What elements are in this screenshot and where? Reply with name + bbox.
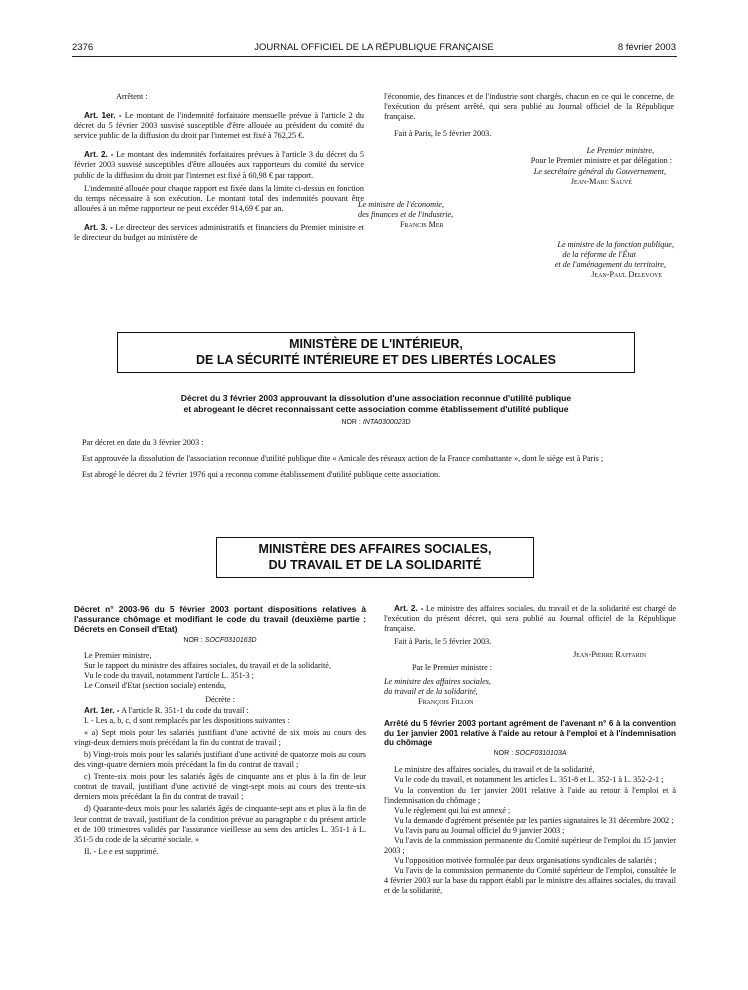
decree2-sig-line1: Le ministre des affaires sociales,	[384, 676, 491, 686]
sig-delegation: Pour le Premier ministre et par délégation :	[530, 156, 672, 166]
arrete2-p5: Vu la demande d'agrément présentée par les parties signataires le 31 décembre 2002 ;	[394, 815, 674, 825]
decree1-body	[72, 438, 680, 483]
header-date: 8 février 2003	[617, 42, 676, 53]
top-right-column	[384, 92, 674, 191]
execution-text: l'économie, des finances et de l'industrie sont chargés, chacun en ce qui le concerne, de l'exécution du présent arrêté, qui sera publié au Journal officiel de la République française.	[384, 92, 674, 122]
sig-name-delevoye: Jean-Paul Delevoye	[591, 270, 662, 280]
decree1-nor: NOR : INTA0300023D	[341, 419, 411, 426]
journal-title: JOURNAL OFFICIEL DE LA RÉPUBLIQUE FRANÇAISE	[254, 42, 494, 53]
ministry-as-line1: MINISTÈRE DES AFFAIRES SOCIALES,	[258, 542, 492, 556]
sig-name-mer: Francis Mer	[400, 220, 444, 230]
article-3: Art. 3. - Le directeur des services administratifs et financiers du Premier ministre et le directeur du budget au ministère de	[74, 222, 364, 243]
decree2-p2: Sur le rapport du ministre des affaires sociales, du travail et de la solidarité,	[84, 661, 331, 671]
article-2-para: L'indemnité allouée pour chaque rapport est fixée dans la limite ci-dessus en fonction du temps nécessaire à son exécution. Le montant total des indemnités pouvant être allouées à un même rapporteur ne peut excéder 914,69 € par an.	[74, 183, 364, 213]
fait-a-paris: Fait à Paris, le 5 février 2003.	[394, 129, 492, 139]
decree1-p1: Par décret en date du 3 février 2003 :	[82, 438, 204, 447]
decree2-p1: Le Premier ministre,	[84, 651, 152, 661]
decree2-sig-line2: du travail et de la solidarité,	[384, 686, 478, 696]
arrete2-p6: Vu l'avis paru au Journal officiel du 9 janvier 2003 ;	[394, 825, 565, 835]
decree2-p4: Le Conseil d'Etat (section sociale) entendu,	[84, 681, 226, 691]
decree2-fait: Fait à Paris, le 5 février 2003.	[394, 637, 492, 647]
arrete2-p2: Vu le code du travail, et notamment les articles L. 351-8 et L. 352-1 à L. 352-2-1 ;	[394, 775, 664, 785]
article-1: Art. 1er. - Le montant de l'indemnité forfaitaire mensuelle prévue à l'article 2 du décret du 5 février 2003 susvisé susceptible d'être allouée au président du comité du service public de la diffusion du droit par l'internet est fixé à 762,25 €.	[74, 111, 364, 141]
decree1-p3: Est abrogé le décret du 2 février 1976 qui a reconnu comme établissement d'utilité publique cette association.	[82, 470, 441, 480]
decree2-nor: NOR : SOCF0310163D	[183, 637, 257, 644]
decree1-title	[72, 393, 680, 414]
decree1-p2: Est approuvée la dissolution de l'association reconnue d'utilité publique dite « Amicale des réseaux action de la France combattante », dont le siège est à Paris ;	[82, 454, 604, 464]
sig-economie-block	[358, 200, 558, 230]
decree2-title: Décret n° 2003-96 du 5 février 2003 portant dispositions relatives à l'assurance chômage et modifiant le code du travail (deuxième partie : Décrets en Conseil d'Etat)	[74, 604, 366, 634]
sig-premier-ministre: Le Premier ministre,	[586, 146, 654, 156]
decree1-title-line2: et abrogeant le décret reconnaissant cette association comme établissement d'utilité publique	[183, 403, 569, 414]
arrete2-p3: Vu la convention du 1er janvier 2001 relative à l'aide au retour à l'emploi et à l'indemnisation du chômage ;	[384, 785, 676, 805]
header-rule	[72, 56, 677, 57]
decree2-decrete: Décrète :	[205, 695, 235, 705]
sig-name-sauve: Jean-Marc Sauvé	[570, 176, 632, 186]
ministry-interieur-line2: DE LA SÉCURITÉ INTÉRIEURE ET DES LIBERTÉS LOCALES	[196, 353, 556, 367]
decree2-p3: Vu le code du travail, notamment l'article L. 351-3 ;	[84, 671, 254, 681]
sig-fonction-publique-block	[450, 240, 674, 280]
decree2-i: I. - Les a, b, c, d sont remplacés par les dispositions suivantes :	[84, 715, 290, 725]
ministry-as-line2: DU TRAVAIL ET DE LA SOLIDARITÉ	[268, 558, 482, 572]
decree2-ii: II. - Le e est supprimé.	[84, 846, 159, 856]
sig-secretaire: Le secrétaire général du Gouvernement,	[533, 166, 666, 176]
sig-economie-line1: Le ministre de l'économie,	[358, 200, 445, 209]
decree2-a: « a) Sept mois pour les salariés justifiant d'une activité de six mois au cours des vingt-deux derniers mois précédant la fin du contrat de travail ;	[74, 727, 366, 747]
decree2-sig-fillon: François Fillon	[418, 696, 474, 706]
arrete-heading: Arrêtent :	[116, 92, 148, 101]
arrete2-p1: Le ministre des affaires sociales, du travail et de la solidarité,	[394, 765, 595, 775]
decree2-article-2: Art. 2. - Le ministre des affaires sociales, du travail et de la solidarité est chargé de l'exécution du présent décret, qui sera publié au Journal officiel de la République française.	[384, 604, 676, 634]
arrete2-p8: Vu l'opposition motivée formulée par deux organisations syndicales de salariés ;	[394, 856, 657, 866]
decree1-title-line1: Décret du 3 février 2003 approuvant la dissolution d'une association reconnue d'utilité publique	[180, 393, 572, 403]
ministry-affaires-sociales-box	[216, 537, 534, 578]
sig-economie-line2: des finances et de l'industrie,	[358, 210, 454, 220]
decree2-sig-by: Par le Premier ministre :	[412, 663, 493, 673]
decree2-b: b) Vingt-trois mois pour les salariés justifiant d'une activité de quatorze mois au cours des vingt-quatre derniers mois précédant la fin du contrat de travail ;	[74, 749, 366, 770]
decree2-right-column	[384, 604, 676, 897]
ministry-interieur-box	[117, 332, 635, 373]
sig-fp-line1: Le ministre de la fonction publique,	[557, 240, 674, 249]
arrete2-title: Arrêté du 5 février 2003 portant agrément de l'avenant n° 6 à la convention du 1er janvier 2001 relative à l'aide au retour à l'emploi et à l'indemnisation du chômage	[384, 718, 676, 748]
top-left-column	[74, 92, 364, 246]
arrete2-p4: Vu le règlement qui lui est annexé ;	[394, 805, 511, 815]
arrete2-p9: Vu l'avis de la commission permanente du Comité supérieur de l'emploi, consultée le 4 février 2003 sur la base du rapport établi par le ministre des affaires sociales, du travail et de la solidarité,	[384, 866, 676, 896]
arrete2-nor-code: SOCF0310103A	[515, 750, 567, 758]
decree2-sig-raffarin: Jean-Pierre Raffarin	[573, 650, 646, 660]
sig-fp-line3: et de l'aménagement du territoire,	[554, 260, 666, 270]
sig-fp-line2: de la réforme de l'État	[562, 250, 636, 260]
decree2-c: c) Trente-six mois pour les salariés âgés de cinquante ans et plus à la fin de leur contrat de travail, justifiant d'une activité de vingt-sept mois au cours des trente-six derniers mois précédant la fin du contrat de travail ;	[74, 772, 366, 802]
arrete2-nor: NOR : SOCF0310103A	[493, 750, 567, 758]
ministry-interieur-line1: MINISTÈRE DE L'INTÉRIEUR,	[289, 337, 463, 351]
arrete2-p7: Vu l'avis de la commission permanente du Comité supérieur de l'emploi du 15 janvier 2003 ;	[384, 835, 676, 856]
article-2: Art. 2. - Le montant des indemnités forfaitaires prévues à l'article 3 du décret du 5 février 2003 susvisé susceptibles d'être allouées aux rapporteurs du comité du service public de la diffusion du droit par l'internet est fixé à 60,98 € par rapport.	[74, 150, 364, 180]
decree2-left-column	[74, 604, 366, 857]
page-number: 2376	[72, 42, 94, 53]
decree2-article-1: Art. 1er. - A l'article R. 351-1 du code du travail :	[84, 705, 249, 715]
decree2-nor-code: SOCF0310163D	[204, 637, 257, 644]
decree1-nor-code: INTA0300023D	[362, 419, 411, 426]
decree2-d: d) Quarante-deux mois pour les salariés âgés de cinquante-sept ans et plus à la fin de leur contrat de travail, justifiant de la condition prévue au paragraphe c du présent article et de 100 trimestres validés par l'assurance vieillesse au sens des articles L. 351-1 à L. 351-5 du code de la sécurité sociale. »	[74, 804, 366, 844]
